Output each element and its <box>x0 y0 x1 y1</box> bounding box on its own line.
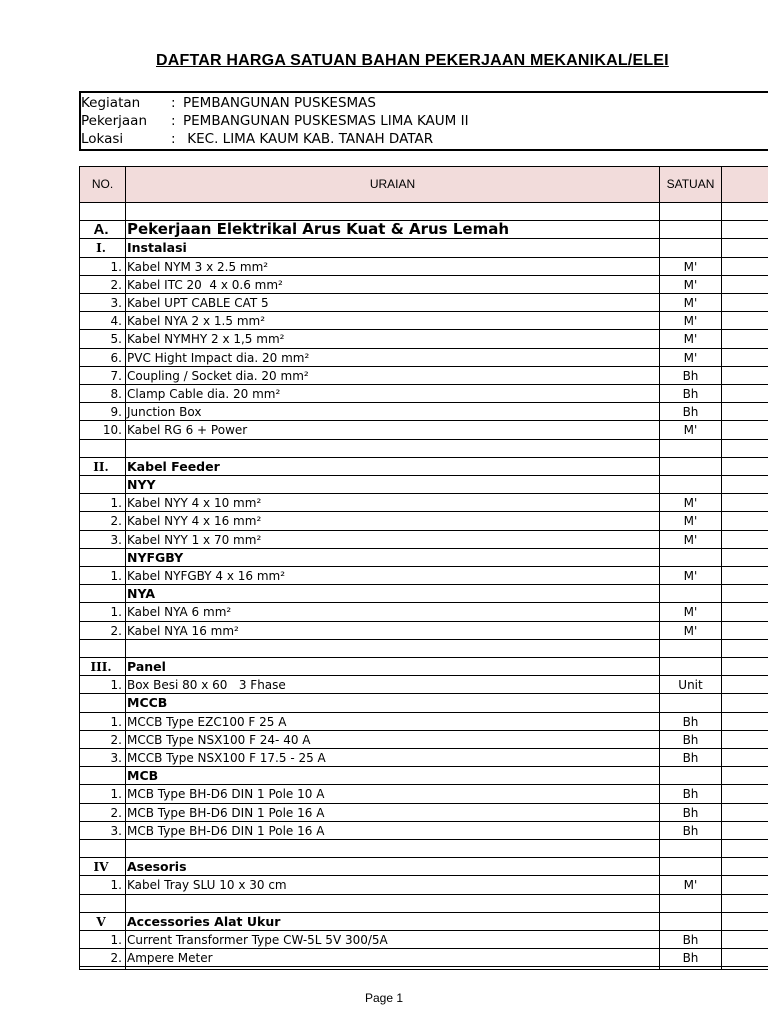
header-no: NO. <box>91 177 114 191</box>
info-separator: : <box>171 131 176 147</box>
row-unit: Bh <box>682 823 699 838</box>
row-description: Asesoris <box>127 859 187 875</box>
row-description: MCCB Type EZC100 F 25 A <box>127 714 287 729</box>
row-unit: M' <box>683 423 698 438</box>
table-row <box>80 622 768 640</box>
table-row <box>80 749 768 767</box>
table-row-blank <box>80 640 768 658</box>
row-number: 3. <box>110 823 122 838</box>
row-unit: Unit <box>678 678 703 693</box>
row-number: 9. <box>110 405 122 420</box>
table-row <box>80 585 768 603</box>
row-unit: Bh <box>682 405 699 420</box>
table-row <box>80 767 768 785</box>
row-description: Pekerjaan Elektrikal Arus Kuat & Arus Lemah <box>127 220 509 239</box>
table-row <box>80 804 768 822</box>
row-description: MCB <box>127 768 159 784</box>
table-row <box>80 949 768 967</box>
row-description: Accessories Alat Ukur <box>127 913 281 929</box>
row-unit <box>660 858 721 876</box>
table-row <box>80 239 768 257</box>
row-description: Kabel Feeder <box>127 458 220 474</box>
row-description: Kabel Tray SLU 10 x 30 cm <box>127 878 287 893</box>
row-number: 6. <box>110 350 122 365</box>
table-row <box>80 658 768 676</box>
row-unit <box>660 476 721 494</box>
table-row <box>80 876 768 894</box>
row-number: 2. <box>110 732 122 747</box>
row-description: MCCB Type NSX100 F 17.5 - 25 A <box>127 751 326 765</box>
row-number: 10. <box>102 423 122 438</box>
row-description: Coupling / Socket dia. 20 mm² <box>127 368 309 383</box>
row-number: 1. <box>110 933 122 947</box>
row-description: NYA <box>127 586 155 602</box>
row-unit <box>660 203 721 221</box>
row-number: II. <box>93 459 109 474</box>
row-number: V <box>96 914 106 929</box>
row-number <box>80 440 124 458</box>
row-unit <box>660 221 721 239</box>
table-row <box>80 385 768 403</box>
row-description: Current Transformer Type CW-5L 5V 300/5A <box>127 933 388 947</box>
row-number <box>80 549 124 567</box>
row-unit: M' <box>683 532 698 547</box>
row-unit <box>660 440 721 458</box>
price-table <box>79 166 768 970</box>
row-unit <box>660 767 721 785</box>
table-row <box>80 349 768 367</box>
row-number: A. <box>93 221 109 239</box>
row-description: Kabel RG 6 + Power <box>127 423 248 438</box>
document-title: DAFTAR HARGA SATUAN BAHAN PEKERJAAN MEKANIKAL/ELEI <box>156 52 669 69</box>
row-unit: M' <box>683 878 698 893</box>
row-unit <box>660 840 721 858</box>
table-row <box>80 512 768 530</box>
row-description: Box Besi 80 x 60 3 Fhase <box>127 678 286 693</box>
row-description: Kabel NYMHY 2 x 1,5 mm² <box>127 332 285 347</box>
table-row <box>80 221 768 239</box>
row-number: 3. <box>110 532 122 547</box>
row-description: MCB Type BH-D6 DIN 1 Pole 10 A <box>127 787 325 802</box>
row-unit <box>660 549 721 567</box>
table-row <box>80 494 768 512</box>
row-unit: Bh <box>682 805 699 820</box>
table-row <box>80 549 768 567</box>
row-number: 2. <box>110 514 122 529</box>
row-unit: M' <box>683 332 698 347</box>
row-description: Instalasi <box>127 240 187 256</box>
row-number: 3. <box>110 751 122 765</box>
row-description: MCB Type BH-D6 DIN 1 Pole 16 A <box>127 823 325 838</box>
row-number: 1. <box>110 496 122 511</box>
row-unit: Bh <box>682 714 699 729</box>
row-unit: Bh <box>682 933 699 947</box>
table-row <box>80 458 768 476</box>
row-number: 2. <box>110 805 122 820</box>
row-description: Kabel NYY 1 x 70 mm² <box>127 532 262 547</box>
row-description: MCCB Type NSX100 F 24- 40 A <box>127 732 311 747</box>
row-unit: Bh <box>682 732 699 747</box>
row-description: Kabel NYM 3 x 2.5 mm² <box>127 259 269 274</box>
row-number: 3. <box>110 296 122 310</box>
table-row <box>80 421 768 439</box>
row-unit: M' <box>683 314 698 329</box>
row-number: I. <box>96 241 106 256</box>
table-row <box>80 822 768 840</box>
row-unit: M' <box>683 514 698 529</box>
table-row <box>80 276 768 294</box>
info-value: PEMBANGUNAN PUSKESMAS LIMA KAUM II <box>183 113 469 129</box>
row-description: Kabel NYFGBY 4 x 16 mm² <box>127 569 286 583</box>
header-satuan: SATUAN <box>666 177 715 191</box>
row-number <box>80 476 124 494</box>
row-number <box>80 585 124 603</box>
row-number: 2. <box>110 623 122 638</box>
row-number: 4. <box>110 314 122 329</box>
table-header <box>80 167 768 203</box>
row-unit: M' <box>683 569 698 583</box>
row-unit <box>660 658 721 676</box>
project-info-box <box>79 91 768 151</box>
info-label: Kegiatan <box>81 95 141 111</box>
row-number: 7. <box>110 368 122 383</box>
row-unit: Bh <box>682 751 699 765</box>
table-row <box>80 931 768 949</box>
page-number: Page 1 <box>364 991 404 1005</box>
row-number: III. <box>90 660 112 674</box>
table-row-blank <box>80 895 768 913</box>
row-number <box>80 767 124 785</box>
row-number: 2. <box>110 951 122 966</box>
row-unit: M' <box>683 350 698 365</box>
row-description: NYY <box>127 477 156 492</box>
row-number: 2. <box>110 277 122 292</box>
row-description: Clamp Cable dia. 20 mm² <box>127 387 281 401</box>
info-label: Pekerjaan <box>81 113 148 129</box>
row-description: Kabel NYA 2 x 1.5 mm² <box>127 314 266 329</box>
row-unit <box>660 239 721 257</box>
row-description: Kabel NYA 6 mm² <box>127 605 232 620</box>
table-row <box>80 603 768 621</box>
row-description: Ampere Meter <box>127 951 213 966</box>
row-number: 1. <box>110 259 122 274</box>
table-row-blank <box>80 440 768 458</box>
row-unit: M' <box>683 605 698 620</box>
table-row <box>80 330 768 348</box>
row-description: MCB Type BH-D6 DIN 1 Pole 16 A <box>127 805 325 820</box>
column-divider <box>721 167 722 969</box>
row-unit <box>660 585 721 603</box>
table-row <box>80 294 768 312</box>
table-row <box>80 367 768 385</box>
row-number: 1. <box>110 569 122 583</box>
table-row <box>80 258 768 276</box>
table-row <box>80 312 768 330</box>
row-number: 1. <box>110 678 122 693</box>
row-number: 1. <box>110 714 122 729</box>
row-number: 1. <box>110 605 122 620</box>
header-uraian: URAIAN <box>369 177 416 191</box>
row-description: Kabel UPT CABLE CAT 5 <box>127 296 269 310</box>
row-unit <box>660 913 721 931</box>
table-row <box>80 785 768 803</box>
row-unit <box>660 458 721 476</box>
row-description: PVC Hight Impact dia. 20 mm² <box>127 350 310 365</box>
row-description: Kabel NYY 4 x 10 mm² <box>127 496 262 511</box>
table-row-blank <box>80 203 768 221</box>
row-number <box>80 895 124 913</box>
row-unit: Bh <box>682 787 699 802</box>
row-description: Kabel ITC 20 4 x 0.6 mm² <box>127 277 283 292</box>
row-number: 1. <box>110 878 122 893</box>
row-number <box>80 640 124 658</box>
row-description: NYFGBY <box>127 549 184 565</box>
row-unit <box>660 694 721 712</box>
row-unit <box>660 895 721 913</box>
column-divider <box>125 167 126 969</box>
info-value: KEC. LIMA KAUM KAB. TANAH DATAR <box>183 131 434 147</box>
table-row <box>80 694 768 712</box>
row-unit: Bh <box>682 387 699 401</box>
row-description: Junction Box <box>127 405 202 420</box>
row-unit <box>660 640 721 658</box>
row-number: 8. <box>110 387 122 401</box>
row-number <box>80 694 124 712</box>
row-unit: Bh <box>682 368 699 383</box>
table-row <box>80 476 768 494</box>
row-number <box>80 203 124 221</box>
row-description: Panel <box>127 659 166 674</box>
row-number: 1. <box>110 787 122 802</box>
table-row-blank <box>80 840 768 858</box>
row-unit: M' <box>683 623 698 638</box>
row-unit: Bh <box>682 951 699 966</box>
table-row <box>80 531 768 549</box>
table-row <box>80 676 768 694</box>
row-unit: M' <box>683 277 698 292</box>
row-unit: M' <box>683 496 698 511</box>
table-row <box>80 858 768 876</box>
info-value: PEMBANGUNAN PUSKESMAS <box>183 95 376 111</box>
row-description: Kabel NYY 4 x 16 mm² <box>127 514 262 529</box>
column-divider <box>659 167 660 969</box>
info-separator: : <box>171 113 176 129</box>
row-unit: M' <box>683 296 698 310</box>
row-unit: M' <box>683 259 698 274</box>
info-label: Lokasi <box>81 131 124 147</box>
row-description: Kabel NYA 16 mm² <box>127 623 239 638</box>
row-description: MCCB <box>127 695 168 711</box>
row-number: IV <box>93 860 109 875</box>
row-number <box>80 840 124 858</box>
row-number: 5. <box>110 332 122 347</box>
table-row <box>80 567 768 585</box>
table-row <box>80 913 768 931</box>
table-row <box>80 731 768 749</box>
table-row <box>80 403 768 421</box>
table-row <box>80 713 768 731</box>
info-separator: : <box>171 95 176 111</box>
